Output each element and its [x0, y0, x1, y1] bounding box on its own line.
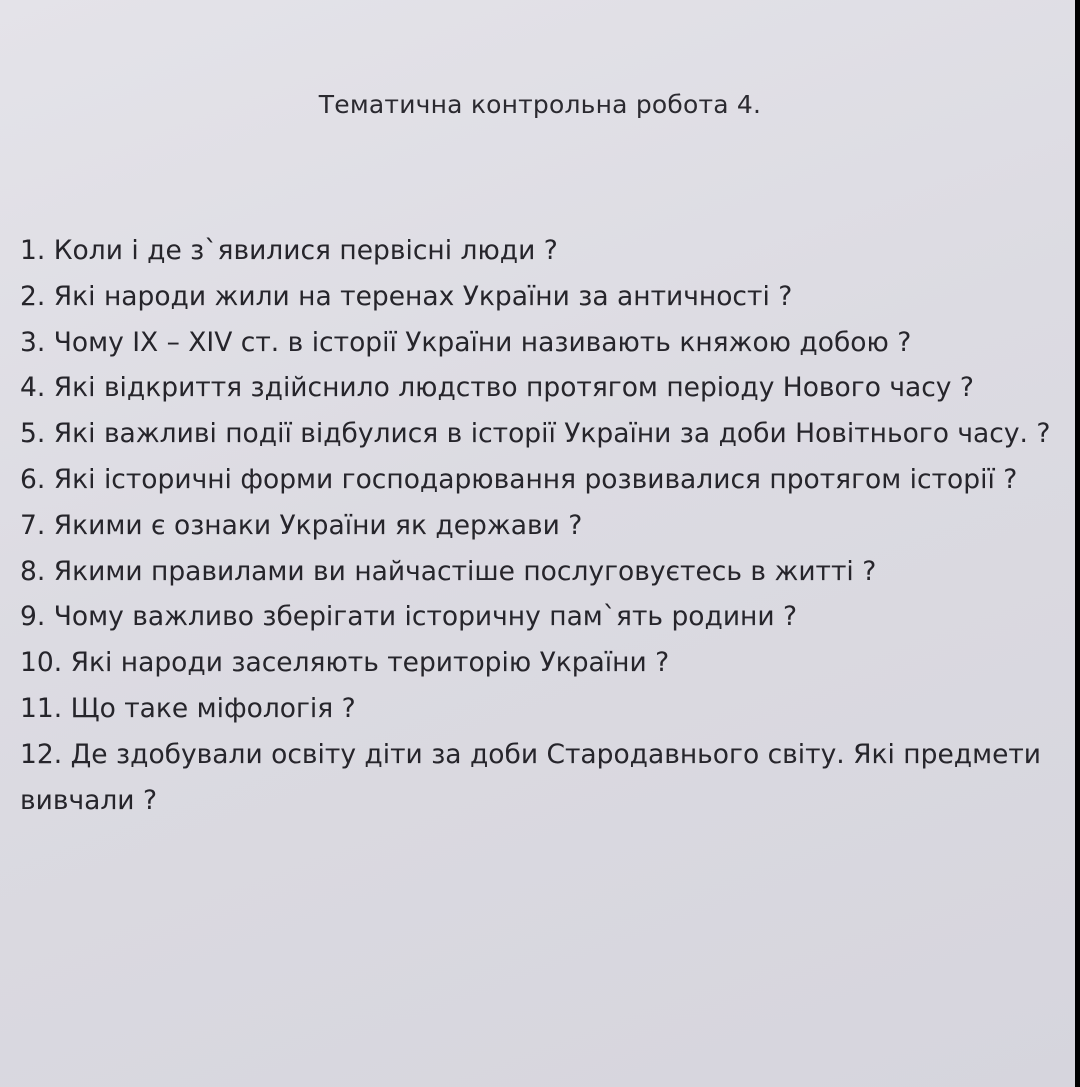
question-item [20, 503, 1060, 549]
question-item [20, 320, 1060, 366]
question-text: Якими правилами ви найчастіше послуговуєтесь в житті ? [53, 555, 877, 587]
question-item [20, 732, 1060, 824]
question-number: 6. [20, 463, 46, 495]
question-text: Які важливі події відбулися в історії України за доби Новітнього часу. ? [53, 418, 1051, 450]
question-item [20, 594, 1060, 640]
question-text: Чому IX – XIV ст. в історії України називають княжою добою ? [53, 326, 912, 358]
question-number: 2. [20, 280, 46, 312]
question-text: Які історичні форми господарювання розвивалися протягом історії ? [53, 463, 1018, 495]
question-text: Які відкриття здійснило людство протягом періоду Нового часу ? [53, 372, 974, 404]
question-number: 4. [20, 372, 46, 404]
question-item [20, 549, 1060, 595]
question-text: Де здобували освіту діти за доби Стародавнього світу. Які предмети вивчали ? [20, 738, 1042, 816]
question-item [20, 640, 1060, 686]
question-number: 12. [20, 738, 63, 770]
document-title: Тематична контрольна робота 4. [318, 90, 762, 119]
question-text: Що таке міфологія ? [70, 692, 356, 724]
question-item [20, 365, 1060, 411]
question-number: 8. [20, 555, 46, 587]
question-number: 9. [20, 601, 46, 633]
question-text: Коли і де з`явилися первісні люди ? [53, 235, 558, 266]
question-item [20, 411, 1060, 457]
question-item [20, 274, 1060, 320]
question-text: Якими є ознаки України як держави ? [53, 509, 583, 541]
question-number: 11. [20, 692, 63, 724]
question-number: 7. [20, 509, 46, 541]
question-item [20, 457, 1060, 503]
question-text: Які народи жили на теренах України за античності ? [53, 280, 793, 312]
question-list [20, 228, 1060, 823]
question-number: 1. [20, 235, 46, 266]
question-number: 5. [20, 418, 46, 450]
question-text: Чому важливо зберігати історичну пам`ять родини ? [53, 601, 798, 633]
question-number: 3. [20, 326, 46, 358]
question-item [20, 686, 1060, 732]
question-text: Які народи заселяють територію України ? [70, 647, 670, 679]
question-number: 10. [20, 647, 63, 679]
question-item [20, 228, 1060, 274]
